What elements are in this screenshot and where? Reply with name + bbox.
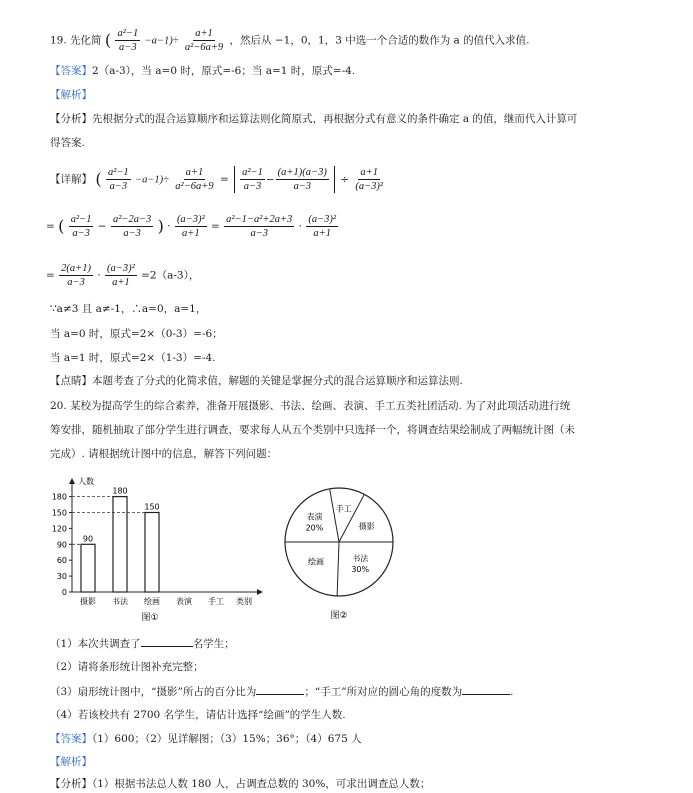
- dianjing-text: 本题考查了分式的化简求值，解题的关键是掌握分式的混合运算顺序和运算法则.: [92, 375, 463, 387]
- bar-value-label: 150: [144, 502, 160, 512]
- fraction: $\frac{\text{a²−1}}{a-3}$: [70, 214, 92, 239]
- part1-post: 名学生；: [192, 638, 235, 650]
- y-axis-label: 人数: [78, 477, 94, 486]
- equals: =: [219, 173, 229, 186]
- fenxi-tag: 【分析】: [50, 113, 92, 125]
- pie-divider: [330, 489, 339, 542]
- paren: (: [95, 169, 102, 189]
- expr-mid: −a−1)÷: [135, 174, 169, 186]
- fraction: $\frac{\text{a²−1}}{a-3}$: [107, 167, 129, 192]
- pie-slice-label: 摄影: [358, 522, 375, 531]
- bar-value-label: 180: [112, 486, 128, 496]
- part3-post: .: [510, 686, 514, 698]
- dot: ·: [298, 220, 302, 233]
- q19-detail-line5: 当 a=0 时，原式=2×（0-3）=-6；: [50, 328, 223, 340]
- x-axis-label: 类别: [236, 597, 252, 606]
- dianjing-tag: 【点睛】: [50, 375, 92, 387]
- q20-line2: 筹安排，随机抽取了部分学生进行调查，要求每人从五个类别中只选择一个，将调查结果绘制成了两幅统计图（未: [50, 424, 575, 436]
- bar-chart-caption: 图①: [141, 613, 159, 623]
- part3-pre: （3）扇形统计图中，“摄影”所占的百分比为: [50, 686, 257, 698]
- y-tick-label: 180: [51, 492, 67, 502]
- pie-slice-label: 书法: [352, 554, 369, 564]
- answer-tag: 【答案】: [50, 65, 92, 77]
- paren: ): [157, 216, 164, 236]
- bar-chart: [40, 470, 280, 630]
- q19-detail-line3: [46, 262, 199, 289]
- result: =2（a-3），: [141, 269, 200, 282]
- y-tick-label: 150: [51, 508, 67, 518]
- minus: −: [265, 173, 275, 186]
- bar-绘画: [145, 513, 159, 593]
- q19-answer: [50, 64, 355, 78]
- fraction: $\frac{\text{(a−3)²}}{a+1}$: [176, 214, 205, 239]
- bar-摄影: [81, 544, 95, 592]
- fenxi-tag: 【分析】: [50, 778, 92, 790]
- fraction: $\frac{\text{a²−1}}{a-3}$: [117, 28, 139, 53]
- expr-mid: −a−1)÷: [144, 35, 179, 47]
- q19-detail-line4: ∵a≠3 且 a≠-1，∴a=0，a=1，: [50, 303, 207, 315]
- answer-text: 2（a-3），当 a=0 时，原式=-6；当 a=1 时，原式=-4.: [92, 65, 356, 77]
- answer-text: （1）600；（2）见详解图；（3）15%；36°；（4）675 人: [92, 733, 362, 745]
- fraction: $\frac{2(a+1)}{a-3}$: [61, 263, 91, 288]
- x-tick-label: 摄影: [80, 597, 96, 606]
- q20-analysis-tag: 【解析】: [50, 756, 92, 768]
- equals: =: [46, 269, 55, 282]
- equals: =: [211, 220, 220, 233]
- fenxi-text: 先根据分式的混合运算顺序和运算法则化简原式，再根据分式有意义的条件确定 a 的值，继而代入计算可: [92, 113, 578, 125]
- answer-blank[interactable]: [462, 684, 510, 695]
- q20-part4: （4）若该校共有 2700 名学生，请估计选择“绘画”的学生人数.: [50, 709, 346, 721]
- minus: −: [97, 220, 107, 233]
- q20-line1: 20. 某校为提高学生的综合素养，准备开展摄影、书法、绘画、表演、手工五类社团活动. 为了对此项活动进行统: [50, 400, 571, 412]
- paren: (: [58, 216, 65, 236]
- x-axis-arrow: [257, 589, 263, 595]
- q19-prefix: 先化简: [70, 34, 102, 47]
- fenxi-text: （1）根据书法总人数 180 人，占调查总数的 30%，可求出调查总人数；: [92, 778, 431, 790]
- pie-divider: [337, 542, 339, 596]
- q19-detail-line6: 当 a=1 时，原式=2×（1-3）=-4.: [50, 352, 216, 364]
- pie-slice-label: 手工: [335, 504, 352, 514]
- answer-blank[interactable]: [256, 684, 304, 695]
- q20-part2: （2）请将条形统计图补充完整；: [50, 661, 204, 673]
- q20-answer: [50, 732, 362, 746]
- pie-chart-caption: 图②: [330, 611, 348, 621]
- y-tick-label: 0: [61, 588, 67, 597]
- part1-pre: （1）本次共调查了: [50, 638, 141, 650]
- fraction: $\frac{a+1}{\text{(a−3)²}}$: [355, 167, 384, 192]
- x-tick-label: 绘画: [144, 597, 160, 606]
- q19-fenxi-cont: 得答案.: [50, 137, 85, 149]
- detail-tag: 【详解】: [50, 173, 92, 186]
- x-tick-label: 手工: [208, 597, 224, 606]
- answer-tag: 【答案】: [50, 733, 92, 745]
- fraction: $\frac{\text{a²−2a−3}}{a-3}$: [112, 214, 152, 239]
- q20-line3: 完成）. 请根据统计图中的信息，解答下列问题：: [50, 448, 278, 460]
- fraction: $\frac{a+1}{\text{a²−6a+9}}$: [175, 167, 214, 192]
- q19-number: 19.: [50, 34, 67, 47]
- x-tick-label: 表演: [176, 597, 192, 606]
- pie-chart: [282, 478, 402, 623]
- fraction: $\frac{(a+1)(a-3)}{a-3}$: [277, 167, 327, 192]
- bar-value-label: 90: [82, 534, 94, 544]
- x-tick-label: 书法: [112, 597, 128, 606]
- pie-slice-percent: 30%: [351, 565, 370, 575]
- fraction: $\frac{\text{(a−3)²}}{a+1}$: [308, 214, 337, 239]
- q20-part3: [50, 684, 514, 699]
- q19-dianjing: [50, 374, 463, 388]
- fraction: $\frac{\text{a²−1}}{a-3}$: [242, 167, 263, 192]
- pie-slice-label: 绘画: [308, 557, 325, 567]
- q19-fenxi: [50, 112, 577, 126]
- y-tick-label: 90: [56, 540, 67, 550]
- q20-fenxi: [50, 777, 430, 791]
- q19-statement: [50, 27, 529, 54]
- bar-书法: [113, 497, 127, 592]
- pie-slice-percent: 20%: [305, 523, 324, 533]
- bracket-group: [234, 166, 335, 193]
- y-tick-label: 30: [56, 572, 67, 582]
- part3-mid: ；“手工”所对应的圆心角的度数为: [304, 686, 463, 698]
- answer-blank[interactable]: [141, 636, 193, 647]
- fraction: $\frac{\text{a²−1−a²+2a+3}}{a-3}$: [226, 214, 293, 239]
- pie-divider: [339, 494, 364, 542]
- equals: =: [46, 220, 55, 233]
- dot: ·: [97, 269, 101, 282]
- fraction: $\frac{a+1}{\text{a²−6a+9}}$: [184, 28, 224, 53]
- y-tick-label: 60: [56, 556, 67, 566]
- q19-detail-line1: [50, 166, 386, 193]
- fraction: $\frac{\text{(a−3)²}}{a+1}$: [107, 263, 135, 288]
- y-tick-label: 120: [51, 524, 67, 534]
- divide: ÷: [340, 173, 349, 186]
- y-axis-arrow: [69, 478, 75, 484]
- pie-slice-label: 表演: [306, 512, 323, 522]
- dot: ·: [167, 220, 171, 233]
- q20-part1: [50, 636, 235, 651]
- q19-tail: ，然后从 −1，0，1，3 中选一个合适的数作为 a 的值代入求值.: [229, 34, 530, 47]
- q19-analysis-tag: 【解析】: [50, 89, 92, 101]
- q19-detail-line2: [46, 213, 339, 240]
- paren: (: [104, 30, 112, 50]
